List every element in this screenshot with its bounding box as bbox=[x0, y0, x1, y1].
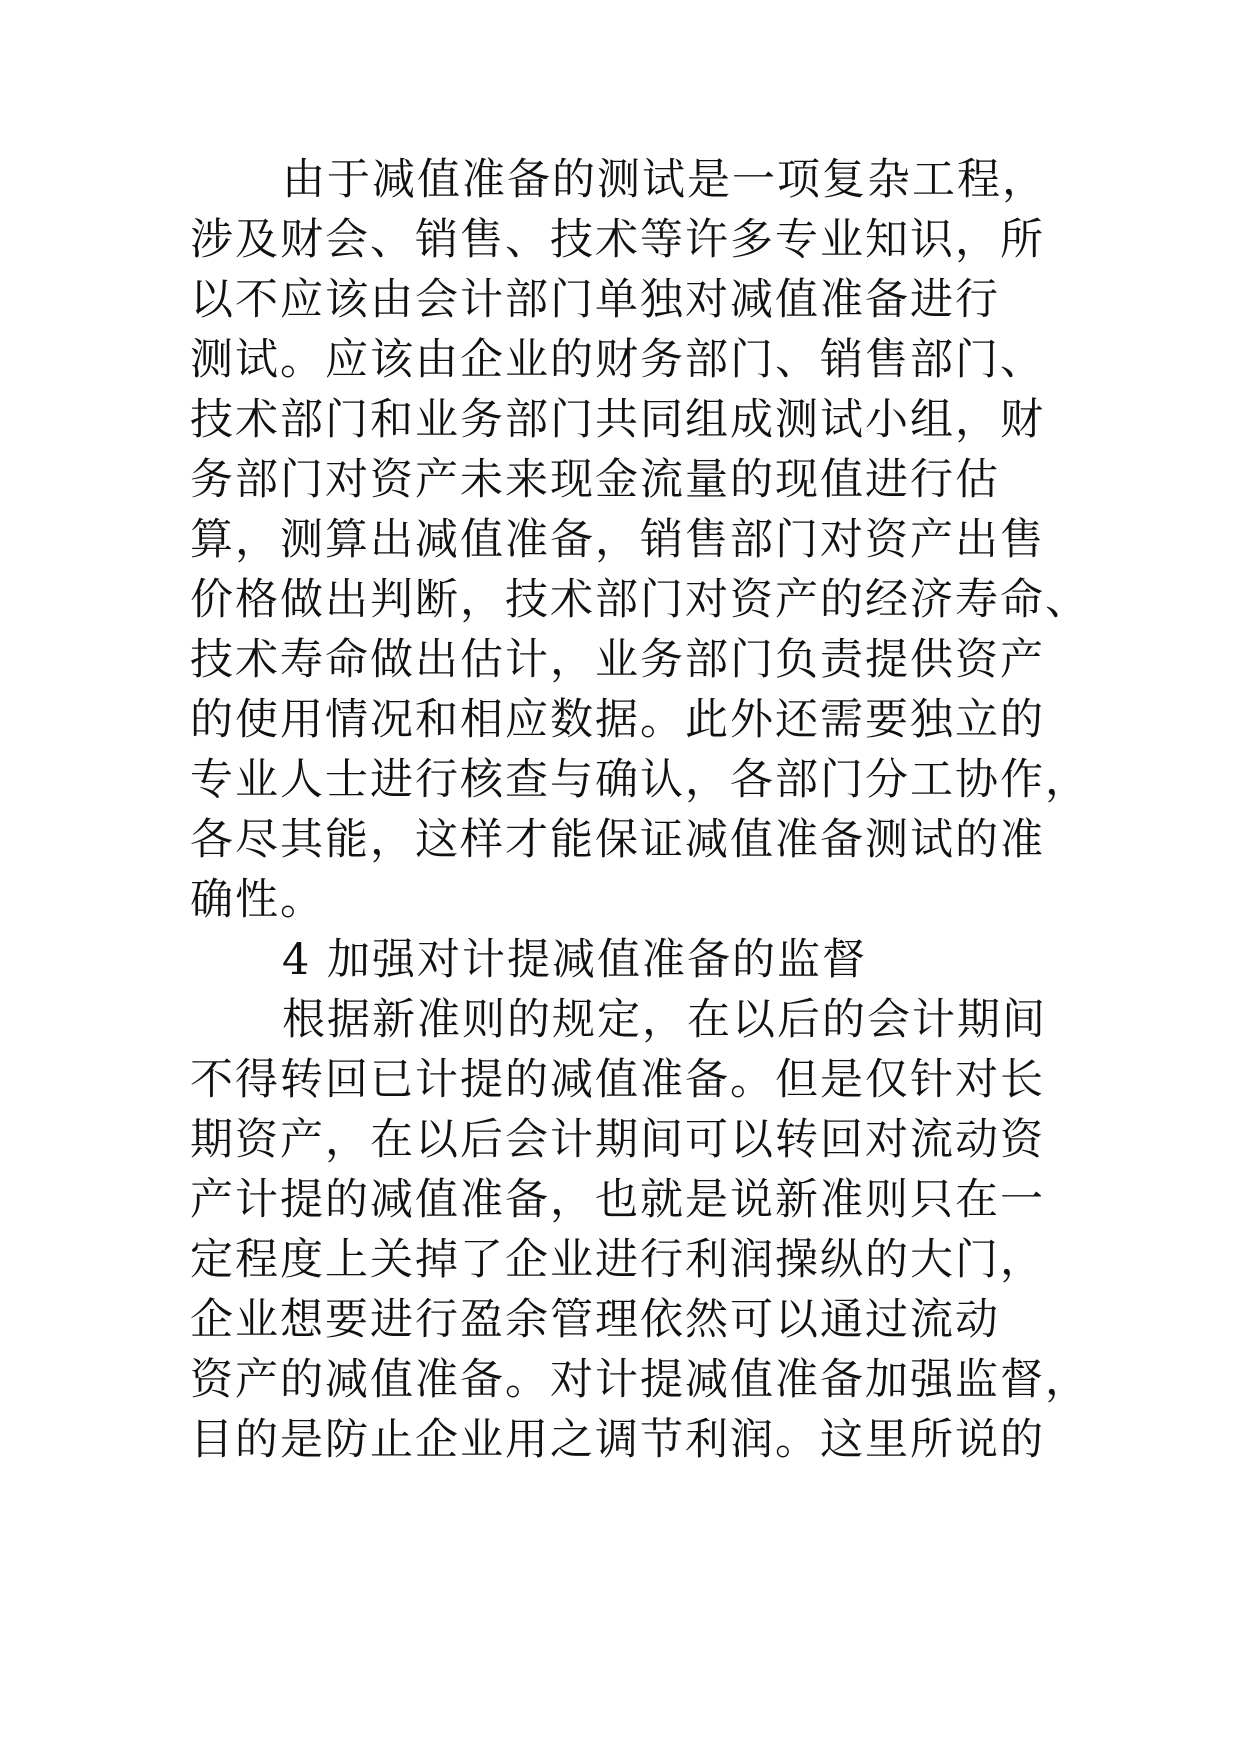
paragraph-1-line-4: 测试。应该由企业的财务部门、销售部门、 bbox=[190, 335, 1045, 385]
section-heading: 4 加强对计提减值准备的监督 bbox=[282, 935, 868, 985]
paragraph-1-line-11: 专业人士进行核查与确认，各部门分工协作， bbox=[190, 755, 1090, 805]
paragraph-1-line-1: 由于减值准备的测试是一项复杂工程， bbox=[282, 155, 1047, 205]
paragraph-1-line-6: 务部门对资产未来现金流量的现值进行估 bbox=[190, 455, 1000, 505]
paragraph-2-line-1: 根据新准则的规定，在以后的会计期间 bbox=[282, 995, 1047, 1045]
paragraph-1-line-3: 以不应该由会计部门单独对减值准备进行 bbox=[190, 275, 1000, 325]
paragraph-2-line-5: 定程度上关掉了企业进行利润操纵的大门， bbox=[190, 1235, 1045, 1285]
paragraph-2-line-3: 期资产，在以后会计期间可以转回对流动资 bbox=[190, 1115, 1045, 1165]
paragraph-1-line-9: 技术寿命做出估计，业务部门负责提供资产 bbox=[190, 635, 1045, 685]
paragraph-1-line-13: 确性。 bbox=[190, 875, 325, 925]
paragraph-1-line-12: 各尽其能，这样才能保证减值准备测试的准 bbox=[190, 815, 1045, 865]
paragraph-1-line-10: 的使用情况和相应数据。此外还需要独立的 bbox=[190, 695, 1045, 745]
paragraph-1-line-8: 价格做出判断，技术部门对资产的经济寿命、 bbox=[190, 575, 1090, 625]
paragraph-2-line-6: 企业想要进行盈余管理依然可以通过流动 bbox=[190, 1295, 1000, 1345]
paragraph-2-line-2: 不得转回已计提的减值准备。但是仅针对长 bbox=[190, 1055, 1045, 1105]
paragraph-1-line-5: 技术部门和业务部门共同组成测试小组，财 bbox=[190, 395, 1045, 445]
paragraph-2-line-8: 目的是防止企业用之调节利润。这里所说的 bbox=[190, 1415, 1045, 1465]
paragraph-1-line-2: 涉及财会、销售、技术等许多专业知识，所 bbox=[190, 215, 1045, 265]
paragraph-2-line-4: 产计提的减值准备，也就是说新准则只在一 bbox=[190, 1175, 1045, 1225]
paragraph-2-line-7: 资产的减值准备。对计提减值准备加强监督， bbox=[190, 1355, 1090, 1405]
body-text bbox=[190, 150, 1090, 1470]
paragraph-1-line-7: 算，测算出减值准备，销售部门对资产出售 bbox=[190, 515, 1045, 565]
